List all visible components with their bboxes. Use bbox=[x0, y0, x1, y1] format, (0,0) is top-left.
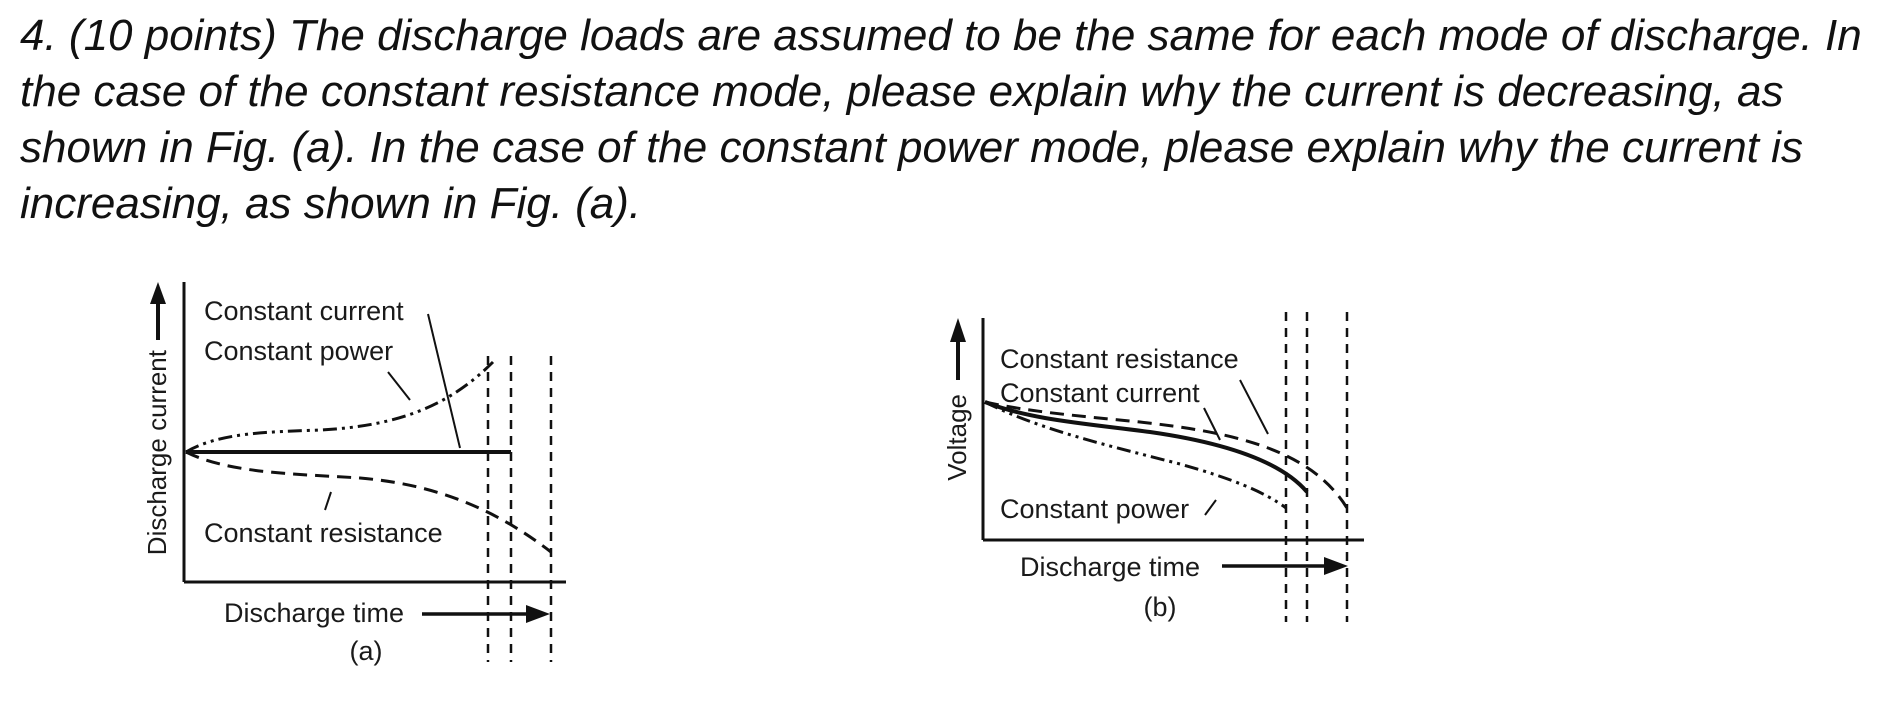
figure-a-label-constant-resistance: Constant resistance bbox=[204, 518, 443, 548]
figure-b-constant-power-curve bbox=[985, 402, 1286, 508]
figure-b bbox=[940, 0, 1880, 706]
figure-a-xlabel: Discharge time bbox=[224, 598, 405, 628]
figure-b-xlabel: Discharge time bbox=[1020, 552, 1201, 582]
question-text: 4. (10 points) The discharge loads are assumed to be the same for each mode of discharge. In the case of the constant resistance mode, please explain why the current is decreasing, as shown in Fig. (a). In the case of the constant power mode, please explain why the current is increasing, as shown in Fig. (a). bbox=[20, 11, 1862, 228]
figure-b-x-arrowhead bbox=[1324, 557, 1348, 575]
figure-a-ylabel: Discharge current bbox=[142, 350, 172, 556]
figure-b-label-constant-resistance: Constant resistance bbox=[1000, 344, 1239, 374]
figure-a-label-constant-power: Constant power bbox=[204, 336, 394, 366]
figure-b-leader-power bbox=[1205, 500, 1216, 515]
figure-a-x-arrowhead bbox=[526, 605, 550, 623]
figure-a-y-arrowhead bbox=[150, 282, 166, 304]
figure-b-y-arrowhead bbox=[950, 318, 966, 342]
figure-a-caption: (a) bbox=[349, 636, 383, 666]
figure-a-leader-current bbox=[428, 314, 460, 448]
figure-a-leader-power bbox=[388, 372, 410, 400]
figure-a-leader-resistance bbox=[325, 492, 331, 510]
figure-a-label-constant-current: Constant current bbox=[204, 296, 404, 326]
figure-b-leader-resistance bbox=[1240, 380, 1268, 434]
figure-b-ylabel: Voltage bbox=[942, 394, 972, 481]
figure-b-leader-current bbox=[1204, 408, 1220, 440]
figure-b-caption: (b) bbox=[1143, 592, 1177, 622]
figure-b-label-constant-power: Constant power bbox=[1000, 494, 1190, 524]
figure-b-label-constant-current: Constant current bbox=[1000, 378, 1200, 408]
figure-a-constant-power-curve bbox=[186, 362, 493, 452]
